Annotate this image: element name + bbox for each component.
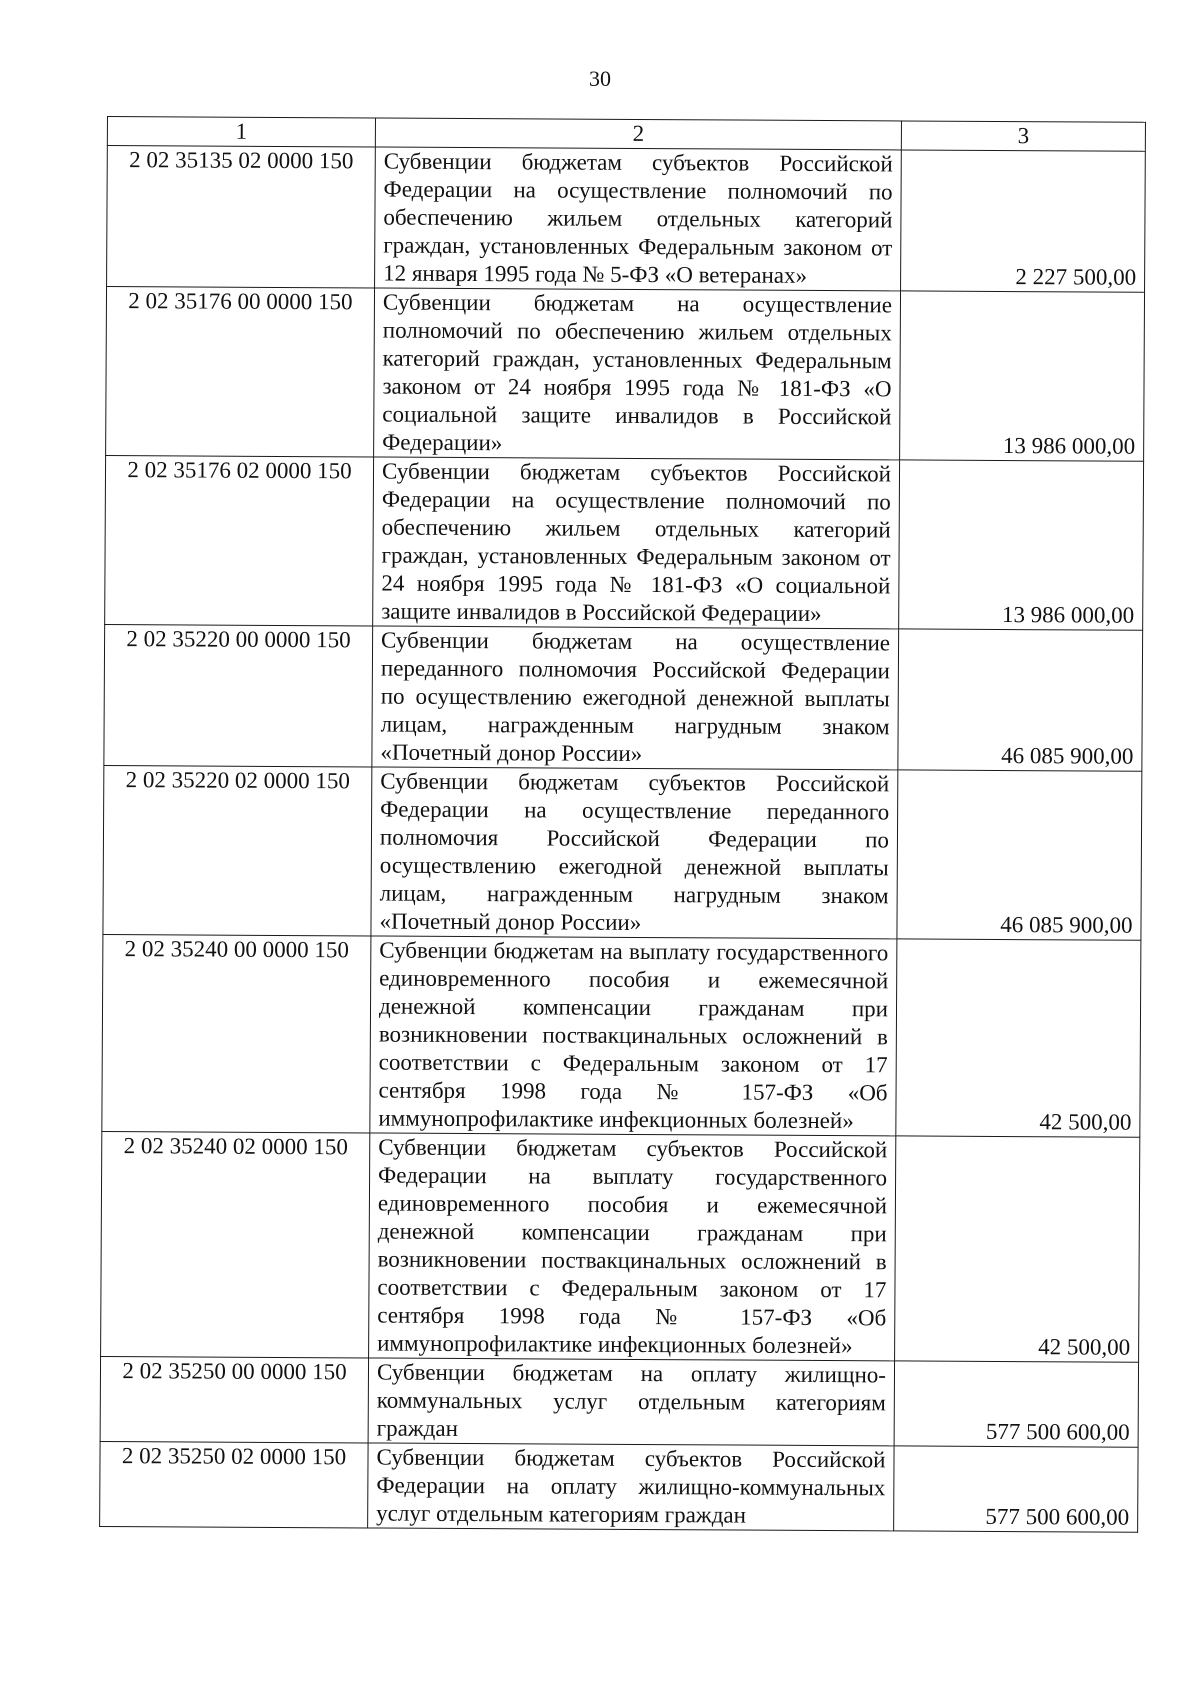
column-header-description: 2 [375, 118, 901, 150]
table-row [105, 455, 1144, 630]
column-header-code: 1 [107, 117, 375, 147]
budget-code: 2 02 35176 00 0000 150 [106, 287, 375, 457]
budget-description: Субвенции бюджетам субъектов Российской Федерации на осуществление полномочий по обеспечению жильем отдельных категорий граждан, установленных Федеральным законом от 12 января 1995 года № 5-ФЗ «О ветеранах» [375, 147, 902, 291]
budget-description: Субвенции бюджетам субъектов Российской Федерации на выплату государственного единовременного пособия и ежемесячной денежной компенсации гражданам при возникновении поствакцинальных осложнений в соответствии с Федеральным законом от 17 сентября 1998 года № 157-ФЗ «Об иммунопрофилактике инфекционных болезней» [369, 1133, 896, 1361]
budget-code: 2 02 35240 02 0000 150 [101, 1131, 370, 1357]
budget-code: 2 02 35176 02 0000 150 [105, 455, 374, 625]
page-number: 30 [589, 66, 611, 91]
budget-code: 2 02 35240 00 0000 150 [102, 934, 371, 1132]
table-row [100, 1441, 1138, 1532]
budget-code: 2 02 35250 00 0000 150 [100, 1356, 368, 1442]
budget-amount: 577 500 600,00 [894, 1361, 1138, 1447]
table-row [106, 287, 1145, 462]
budget-description: Субвенции бюджетам на осуществление полномочий по обеспечению жильем отдельных категорий граждан, установленных Федеральным законом от 24 ноября 1995 года № 181-ФЗ «О социальной защите инвалидов в Российской Федерации» [374, 288, 901, 460]
budget-amount: 13 986 000,00 [900, 291, 1145, 461]
table-row [107, 146, 1146, 293]
budget-code: 2 02 35250 02 0000 150 [100, 1441, 368, 1527]
budget-amount: 42 500,00 [896, 939, 1141, 1137]
table-row [101, 1131, 1140, 1362]
budget-amount: 42 500,00 [895, 1136, 1140, 1362]
table-row [104, 624, 1143, 771]
table-row [100, 1356, 1138, 1447]
budget-code: 2 02 35135 02 0000 150 [107, 146, 376, 288]
budget-description: Субвенции бюджетам на оплату жилищно-коммунальных услуг отдельным категориям граждан [368, 1358, 894, 1446]
budget-amount: 46 085 900,00 [898, 629, 1143, 771]
budget-table [99, 116, 1146, 1533]
budget-description: Субвенции бюджетам субъектов Российской Федерации на оплату жилищно-коммунальных услуг отдельным категориям граждан [368, 1443, 894, 1531]
budget-code: 2 02 35220 02 0000 150 [103, 765, 372, 935]
column-header-amount: 3 [901, 121, 1145, 151]
budget-amount: 13 986 000,00 [899, 460, 1144, 630]
budget-amount: 577 500 600,00 [894, 1446, 1138, 1532]
table-row [102, 934, 1141, 1137]
budget-amount: 2 227 500,00 [901, 150, 1146, 292]
budget-description: Субвенции бюджетам субъектов Российской Федерации на осуществление переданного полномочия Российской Федерации по осуществлению ежегодной денежной выплаты лицам, награжденным нагрудным знаком «Почетный донор России» [371, 767, 898, 939]
table-row [103, 765, 1142, 940]
budget-amount: 46 085 900,00 [897, 770, 1142, 940]
budget-code: 2 02 35220 00 0000 150 [104, 624, 373, 766]
budget-description: Субвенции бюджетам на осуществление переданного полномочия Российской Федерации по осуществлению ежегодной денежной выплаты лицам, награжденным нагрудным знаком «Почетный донор России» [372, 626, 899, 770]
budget-description: Субвенции бюджетам субъектов Российской Федерации на осуществление полномочий по обеспечению жильем отдельных категорий граждан, установленных Федеральным законом от 24 ноября 1995 года № 181-ФЗ «О социальной защите инвалидов в Российской Федерации» [373, 457, 900, 629]
budget-description: Субвенции бюджетам на выплату государственного единовременного пособия и ежемесячной денежной компенсации гражданам при возникновении поствакцинальных осложнений в соответствии с Федеральным законом от 17 сентября 1998 года № 157-ФЗ «Об иммунопрофилактике инфекционных болезней» [370, 936, 897, 1136]
